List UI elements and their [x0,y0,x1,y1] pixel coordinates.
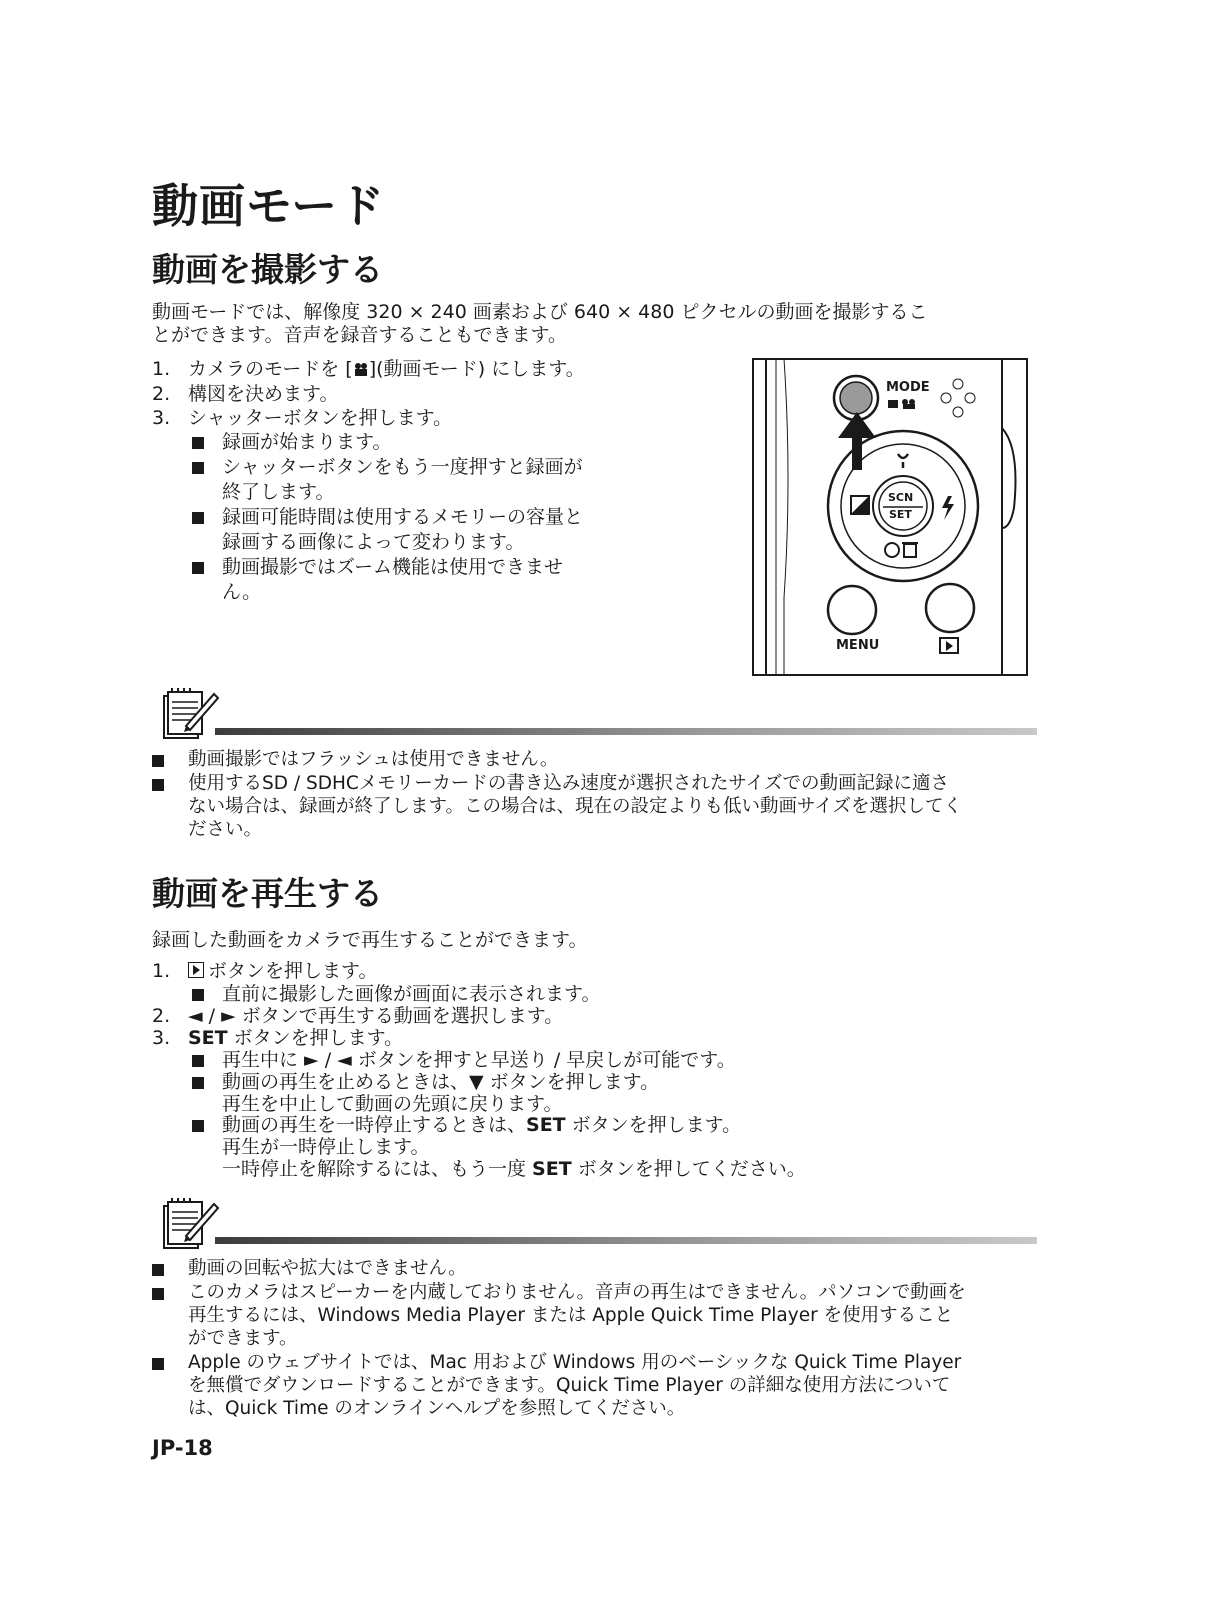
bullet-square [152,779,164,791]
sub-item: 動画撮影ではズーム機能は使用できませ [222,556,564,578]
bullet-square [152,755,164,767]
intro-paragraph: 録画した動画をカメラで再生することができます。 [152,929,588,951]
bullet-square [152,1264,164,1276]
bullet-square [192,1055,204,1067]
set-label: SET [889,508,912,521]
mode-label: MODE [886,380,930,395]
set-bold: SET [532,1158,572,1180]
sub-item: 終了します。 [222,481,335,503]
intro-paragraph-line2: とができます。音声を録音することもできます。 [152,324,567,346]
sub-item: 動画の再生を止めるときは、▼ ボタンを押します。 [222,1071,660,1093]
intro-paragraph-line1: 動画モードでは、解像度 320 × 240 画素および 640 × 480 ピクセルの動画を撮影するこ [152,301,928,323]
sub-item [222,1158,806,1181]
set-bold: SET [188,1027,228,1049]
note-item: 再生するには、Windows Media Player または Apple Quick Time Player を使用すること [188,1305,954,1326]
page-number: JP-18 [152,1436,213,1460]
sub-item: シャッターボタンをもう一度押すと録画が [222,456,583,478]
step-number: 1. [152,358,171,380]
note-item: 動画の回転や拡大はできません。 [188,1258,467,1279]
step-text-pre: カメラのモードを [ [188,358,353,380]
sub-text-pre: 一時停止を解除するには、もう一度 [222,1158,533,1180]
notepad-icon [158,1198,222,1258]
sub-item: 再生を中止して動画の先頭に戻ります。 [222,1093,563,1115]
bullet-square [192,1120,204,1132]
bullet-square [192,462,204,474]
set-bold: SET [526,1114,566,1136]
note-item: ない場合は、録画が終了します。この場合は、現在の設定よりも低い動画サイズを選択してく [188,796,963,817]
note-item: を無償でダウンロードすることができます。Quick Time Player の詳細な使用方法について [188,1375,951,1396]
bullet-square [152,1358,164,1370]
bullet-square [152,1288,164,1300]
sub-item: 再生中に ► / ◄ ボタンを押すと早送り / 早戻しが可能です。 [222,1049,736,1071]
step-number: 2. [152,1005,171,1027]
step-number: 3. [152,407,171,429]
camera-illustration [752,358,1028,680]
sub-item: 再生が一時停止します。 [222,1136,430,1158]
step-text [188,1027,403,1050]
menu-label: MENU [836,638,880,653]
sub-item: 録画が始まります。 [222,431,392,453]
note-item: ができます。 [188,1328,298,1349]
section-heading-play: 動画を再生する [152,874,383,913]
note-divider [215,728,1037,735]
bullet-square [192,562,204,574]
bullet-square [192,989,204,1001]
step-number: 1. [152,960,171,982]
sub-text-post: ボタンを押します。 [565,1114,742,1136]
bullet-square [192,1077,204,1089]
note-divider [215,1237,1037,1244]
step-text-body: ボタンを押します。 [227,1027,404,1049]
movie-mode-icon [353,360,369,383]
note-item: ださい。 [188,819,263,840]
sub-item: 録画する画像によって変わります。 [222,531,525,553]
bullet-square [192,512,204,524]
sub-item: ん。 [222,581,262,603]
note-item: Apple のウェブサイトでは、Mac 用および Windows 用のベーシックな Quick Time Player [188,1352,962,1373]
step-text [188,358,585,383]
step-text: 構図を決めます。 [188,383,339,405]
note-item: 使用するSD / SDHCメモリーカードの書き込み速度が選択されたサイズでの動画記録に適さ [188,773,949,794]
note-item: は、Quick Time のオンラインヘルプを参照してください。 [188,1398,686,1419]
step-text [188,960,377,983]
step-text: シャッターボタンを押します。 [188,407,453,429]
step-number: 2. [152,383,171,405]
scn-label: SCN [888,491,914,504]
page-title: 動画モード [152,179,386,233]
sub-text-post: ボタンを押してください。 [571,1158,806,1180]
section-heading-record: 動画を撮影する [152,250,383,289]
note-item: 動画撮影ではフラッシュは使用できません。 [188,749,559,770]
notepad-icon [158,688,222,748]
note-item: このカメラはスピーカーを内蔵しておりません。音声の再生はできません。パソコンで動画を [188,1282,966,1303]
sub-item [222,1114,741,1137]
play-button-icon [188,962,204,978]
bullet-square [192,437,204,449]
step-text-body: ボタンを押します。 [208,960,378,982]
sub-text-pre: 動画の再生を一時停止するときは、 [222,1114,527,1136]
step-text: ◄ / ► ボタンで再生する動画を選択します。 [188,1005,564,1027]
step-text-post: ](動画モード) にします。 [368,358,585,380]
step-number: 3. [152,1027,171,1049]
sub-item: 直前に撮影した画像が画面に表示されます。 [222,983,601,1005]
sub-item: 録画可能時間は使用するメモリーの容量と [222,506,584,528]
